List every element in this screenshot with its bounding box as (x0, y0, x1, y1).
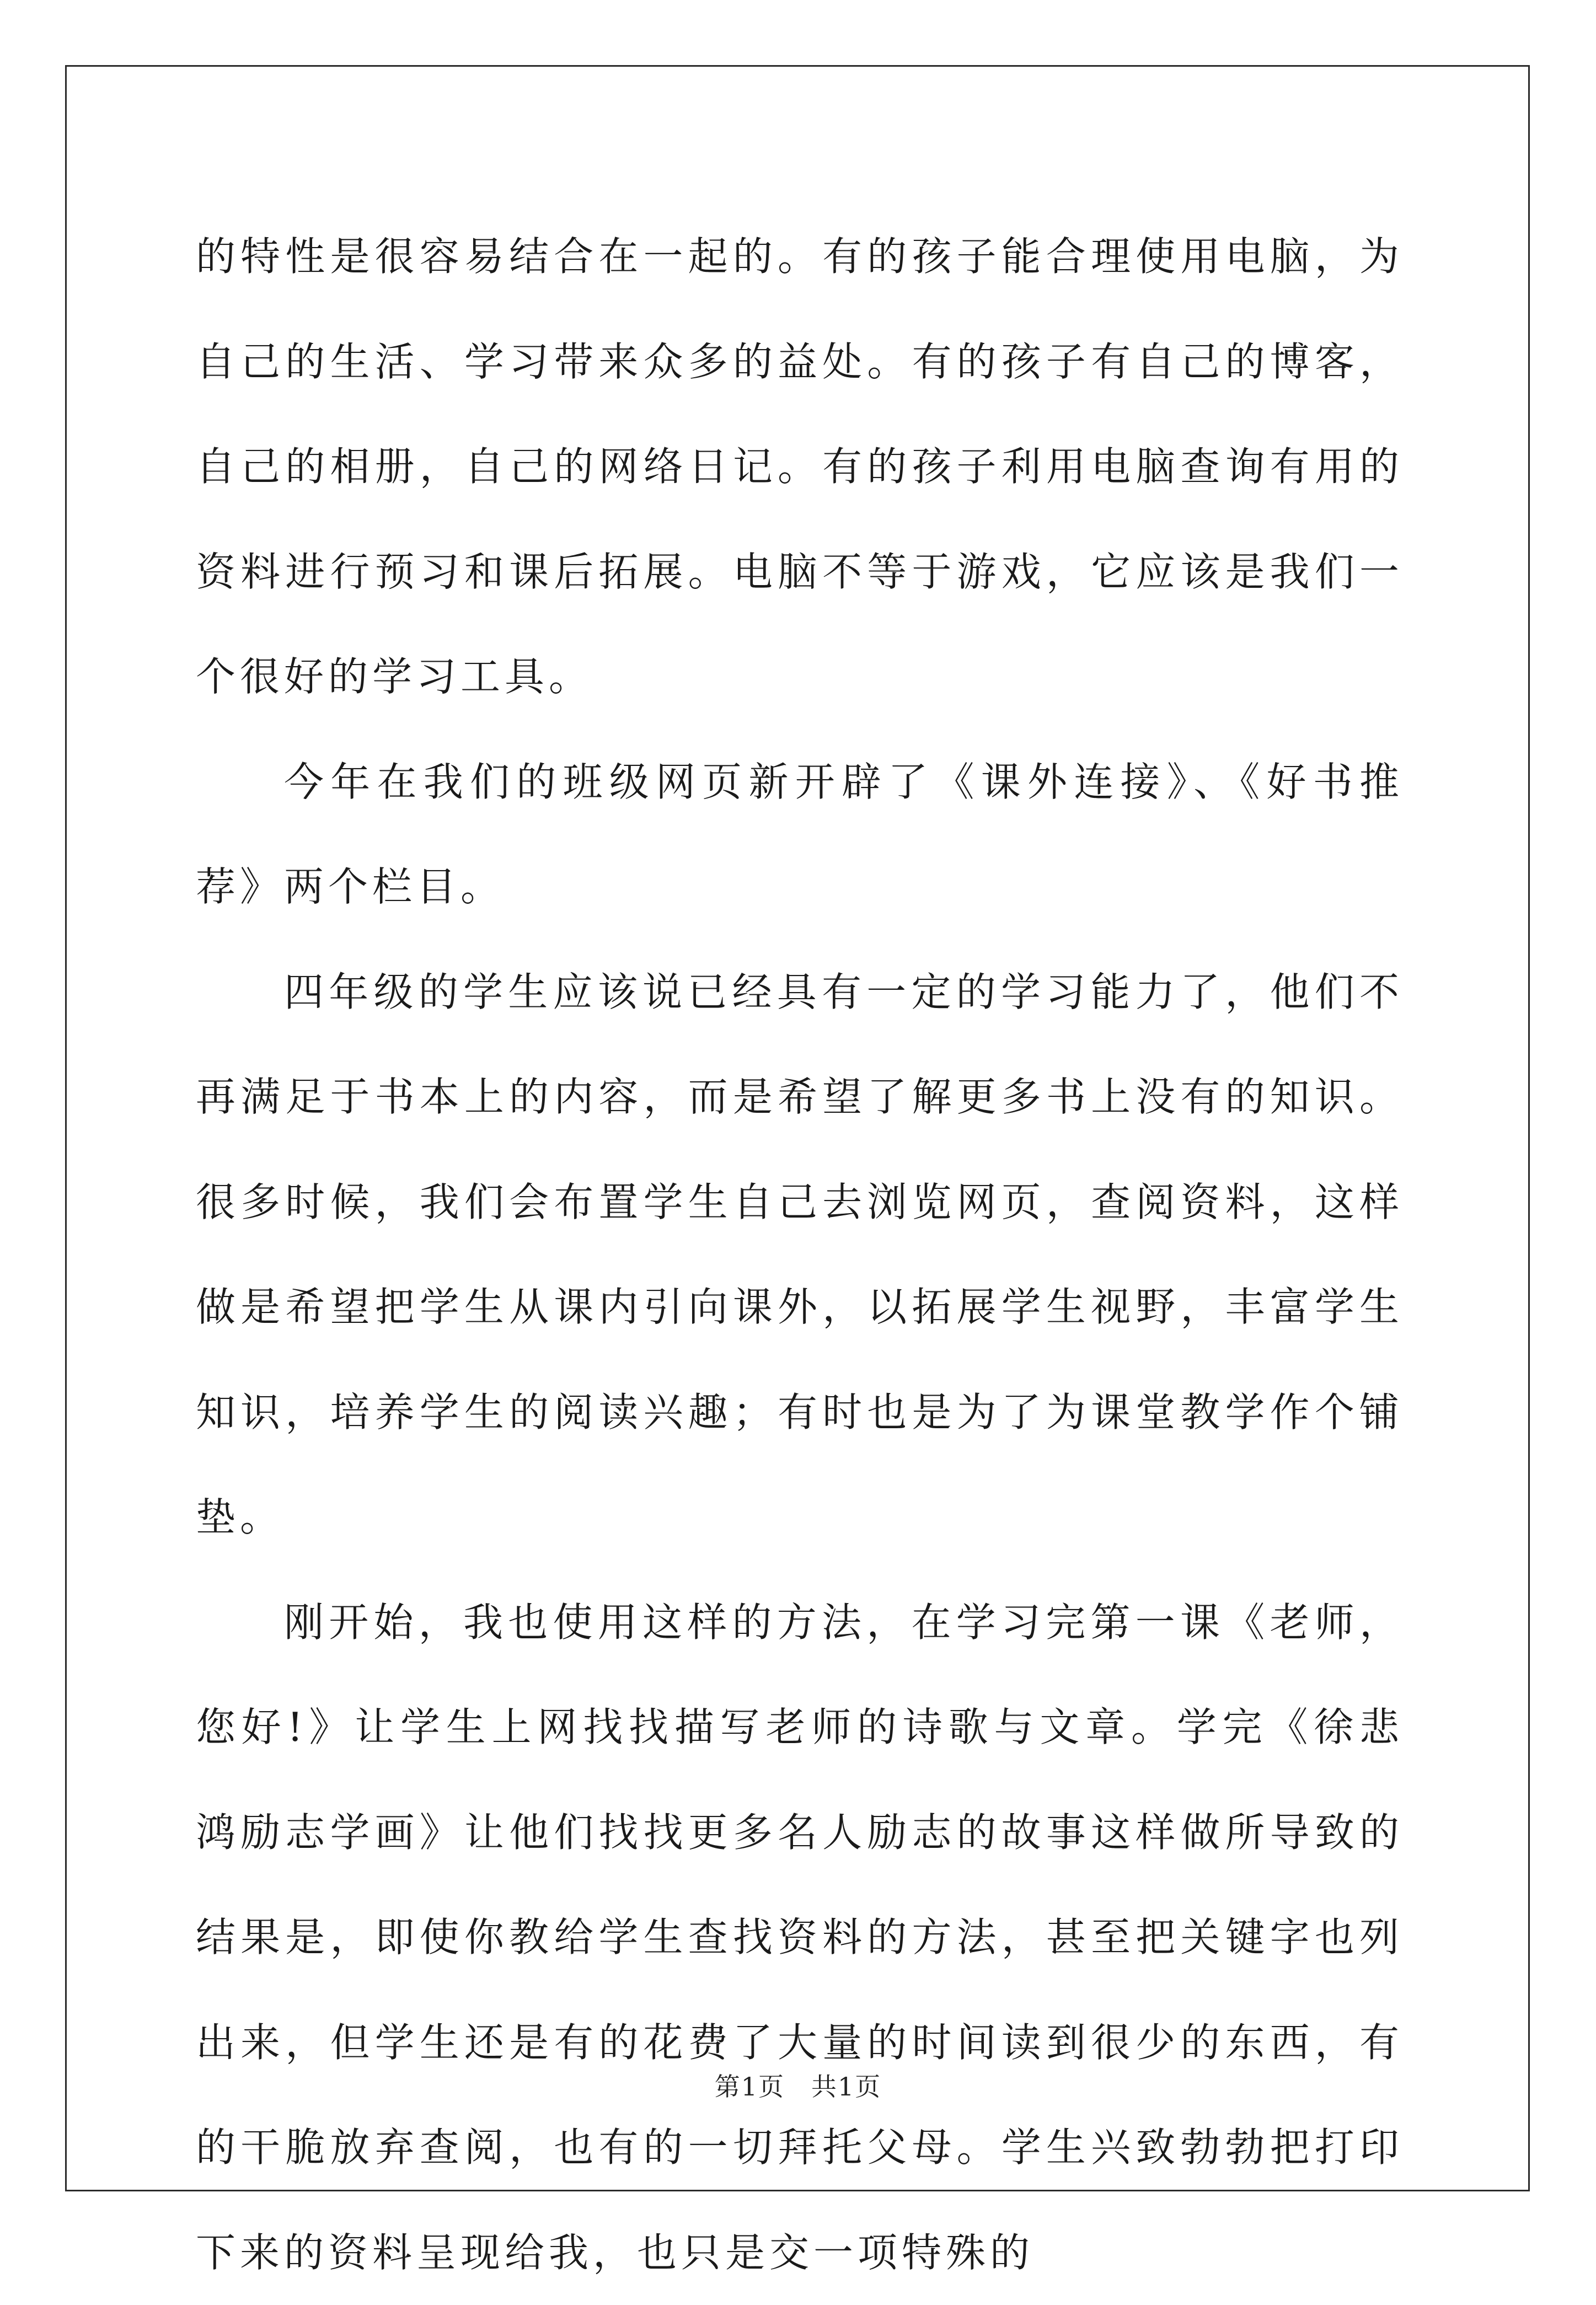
paragraph-continued: 的特性是很容易结合在一起的。有的孩子能合理使用电脑，为自己的生活、学习带来众多的益处。有的孩子有自己的博客，自己的相册，自己的网络日记。有的孩子利用电脑查询有用的资料进行预习和课后拓展。电脑不等于游戏，它应该是我们一个很好的学习工具。 (196, 204, 1404, 730)
paragraph-class-webpage: 今年在我们的班级网页新开辟了《课外连接》、《好书推荐》两个栏目。 (196, 730, 1404, 940)
document-body (196, 204, 1404, 2305)
paragraph-at-first: 刚开始，我也使用这样的方法，在学习完第一课《老师，您好!》让学生上网找找描写老师的诗歌与文章。学完《徐悲鸿励志学画》让他们找找更多名人励志的故事这样做所导致的结果是，即使你教给学生查找资料的方法，甚至把关键字也列出来，但学生还是有的花费了大量的时间读到很少的东西，有的干脆放弃查阅，也有的一切拜托父母。学生兴致勃勃把打印下来的资料呈现给我，也只是交一项特殊的 (196, 1570, 1404, 2305)
paragraph-fourth-grade: 四年级的学生应该说已经具有一定的学习能力了，他们不再满足于书本上的内容，而是希望了解更多书上没有的知识。很多时候，我们会布置学生自己去浏览网页，查阅资料，这样做是希望把学生从课内引向课外，以拓展学生视野，丰富学生知识，培养学生的阅读兴趣；有时也是为了为课堂教学作个铺垫。 (196, 940, 1404, 1570)
page-number-footer: 第1页 共1页 (0, 2067, 1596, 2103)
